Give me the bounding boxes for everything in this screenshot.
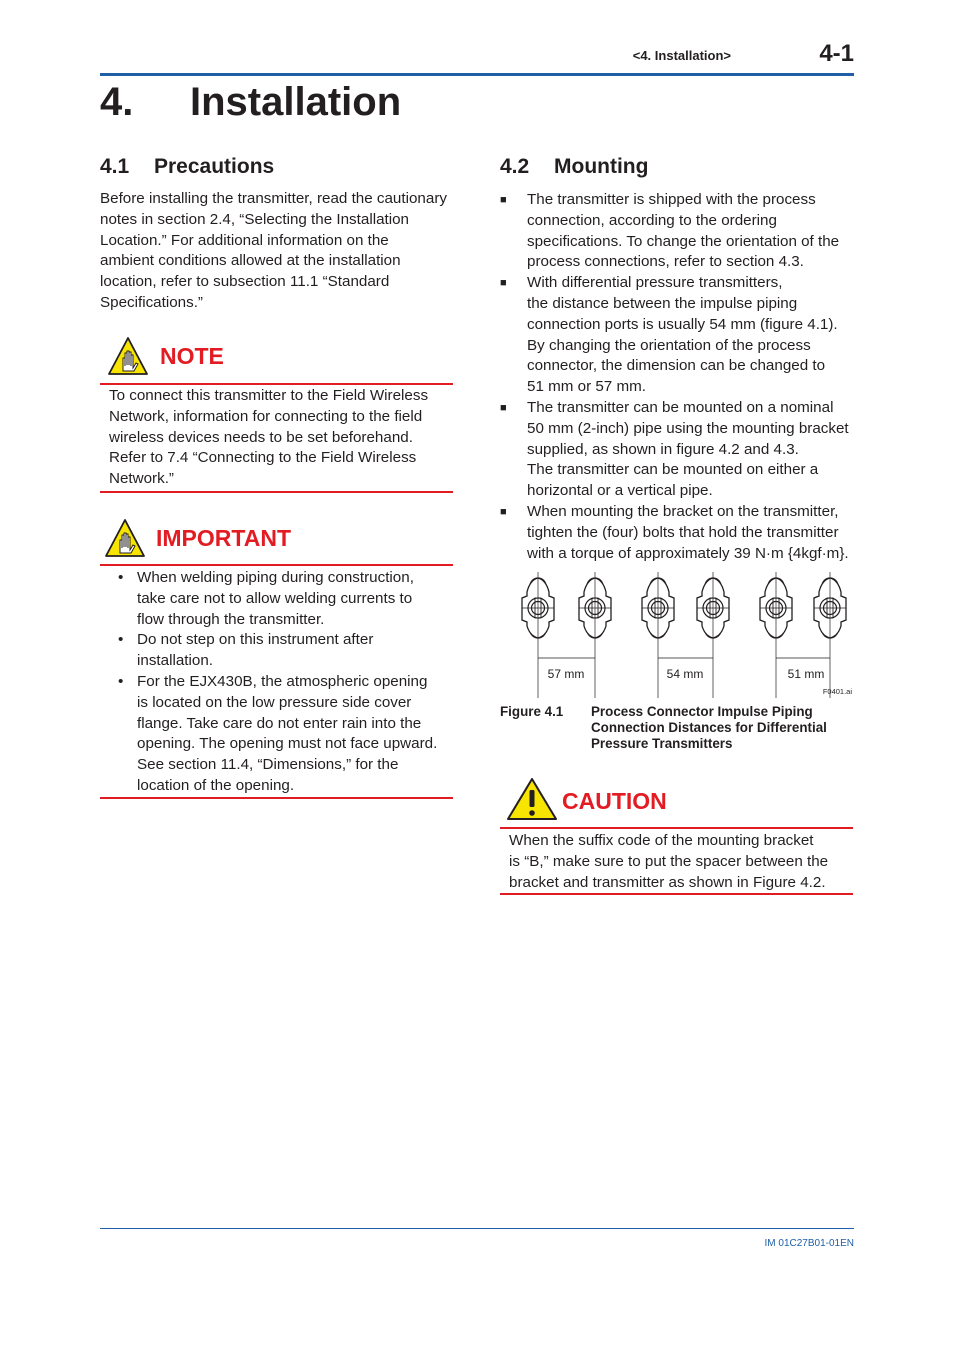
text-line: • When welding piping during construction, xyxy=(137,569,414,586)
text-line: horizontal or a vertical pipe. xyxy=(527,482,713,500)
text-line: ■ The transmitter can be mounted on a nominal xyxy=(527,398,834,416)
list-item xyxy=(100,630,453,672)
text-line: is located on the low pressure side cover xyxy=(137,693,412,711)
text-line: Specifications.” xyxy=(100,293,203,311)
text-line: • For the EJX430B, the atmospheric opening xyxy=(137,672,428,690)
dimension-label-54mm: 54 mm xyxy=(666,667,704,681)
note-body xyxy=(109,386,453,490)
text-line: Location.” For additional information on the xyxy=(100,231,389,249)
running-header-section: <4. Installation> xyxy=(632,48,731,63)
text-line: Network.” xyxy=(109,470,174,488)
text-line: the distance between the impulse piping xyxy=(527,294,798,312)
text-line: location, refer to subsection 11.1 “Standard xyxy=(100,273,390,291)
text-line: supplied, as shown in figure 4.2 and 4.3. xyxy=(527,440,799,458)
text-line: installation. xyxy=(137,652,213,670)
text-line: Refer to 7.4 “Connecting to the Field Wireless xyxy=(109,449,417,467)
note-title: NOTE xyxy=(160,343,224,369)
text-line: opening. The opening must not face upward. xyxy=(137,735,438,753)
text-line: specifications. To change the orientation of the xyxy=(527,232,840,250)
text-line: bracket and transmitter as shown in Figure 4.2. xyxy=(509,873,826,891)
section-title: Mounting xyxy=(554,155,649,178)
mounting-list xyxy=(500,190,856,564)
text-line: tighten the (four) bolts that hold the transmitter xyxy=(527,523,839,541)
section-heading-precautions xyxy=(100,155,274,179)
caution-title: CAUTION xyxy=(562,788,667,814)
important-title: IMPORTANT xyxy=(156,525,292,551)
important-top-rule xyxy=(100,564,453,566)
caption-line: Process Connector Impulse Piping xyxy=(591,704,813,719)
header-rule xyxy=(100,73,854,76)
hand-warning-icon xyxy=(107,336,149,376)
list-item xyxy=(100,568,453,630)
text-line: 51 mm or 57 mm. xyxy=(527,378,646,396)
hand-warning-icon xyxy=(104,518,146,558)
text-line: flow through the transmitter. xyxy=(137,610,325,628)
figure-caption xyxy=(591,704,854,752)
text-line: Network, information for connecting to the field xyxy=(109,407,423,425)
chapter-title: Installation xyxy=(190,80,402,124)
dimension-label-51mm: 51 mm xyxy=(787,667,825,681)
text-line: ambient conditions allowed at the installation xyxy=(100,252,401,270)
text-line: connection, according to the ordering xyxy=(527,211,777,229)
section-number: 4.2 xyxy=(500,155,530,178)
text-line: ■ When mounting the bracket on the transmitter, xyxy=(527,502,839,520)
list-item xyxy=(500,502,856,564)
footer-rule xyxy=(100,1228,854,1229)
text-line: take care not to allow welding currents to xyxy=(137,589,413,607)
text-line: See section 11.4, “Dimensions,” for the xyxy=(137,756,399,774)
caution-body xyxy=(509,831,853,893)
text-line: with a torque of approximately 39 N·m {4kgf·m}. xyxy=(527,544,849,562)
text-line: • Do not step on this instrument after xyxy=(137,631,374,649)
text-line: flange. Take care do not enter rain into the xyxy=(137,714,422,732)
text-line: ■ The transmitter is shipped with the process xyxy=(527,191,816,208)
text-line: The transmitter can be mounted on either a xyxy=(527,461,819,479)
caption-line: Connection Distances for Differential xyxy=(591,720,827,735)
important-list xyxy=(100,568,453,797)
section-heading-mounting xyxy=(500,155,648,179)
list-item xyxy=(500,190,856,273)
text-line: Before installing the transmitter, read the cautionary xyxy=(100,190,447,207)
text-line: connection ports is usually 54 mm (figure 4.1). xyxy=(527,315,838,333)
list-item xyxy=(500,273,856,398)
text-line: notes in section 2.4, “Selecting the Installation xyxy=(100,210,410,228)
chapter-number: 4. xyxy=(100,80,134,124)
text-line: When the suffix code of the mounting bracket xyxy=(509,832,814,849)
caption-line: Pressure Transmitters xyxy=(591,736,733,751)
section-number: 4.1 xyxy=(100,155,130,178)
text-line: ■ With differential pressure transmitters, xyxy=(527,274,783,292)
text-line: By changing the orientation of the process xyxy=(527,336,811,354)
precautions-paragraph xyxy=(100,189,460,314)
figure-file-id: F0401.ai xyxy=(822,687,852,696)
note-top-rule xyxy=(100,383,453,385)
important-bottom-rule xyxy=(100,797,453,799)
text-line: To connect this transmitter to the Field Wireless xyxy=(109,387,429,404)
list-item xyxy=(500,398,856,502)
process-connector-figure xyxy=(500,566,856,698)
caution-top-rule xyxy=(500,827,853,829)
dimension-label-57mm: 57 mm xyxy=(547,667,585,681)
list-item xyxy=(100,672,453,797)
figure-label: Figure 4.1 xyxy=(500,704,564,719)
document-id: IM 01C27B01-01EN xyxy=(764,1238,854,1249)
text-line: is “B,” make sure to put the spacer between the xyxy=(509,852,829,870)
text-line: connector, the dimension can be changed to xyxy=(527,357,826,375)
text-line: location of the opening. xyxy=(137,776,295,794)
caution-bottom-rule xyxy=(500,893,853,895)
caution-warning-icon xyxy=(506,777,558,821)
note-bottom-rule xyxy=(100,491,453,493)
text-line: 50 mm (2-inch) pipe using the mounting bracket xyxy=(527,419,849,437)
text-line: process connections, refer to section 4.3. xyxy=(527,253,804,271)
text-line: wireless devices needs to be set beforehand. xyxy=(109,428,413,446)
page-number: 4-1 xyxy=(819,40,854,67)
section-title: Precautions xyxy=(154,155,275,178)
